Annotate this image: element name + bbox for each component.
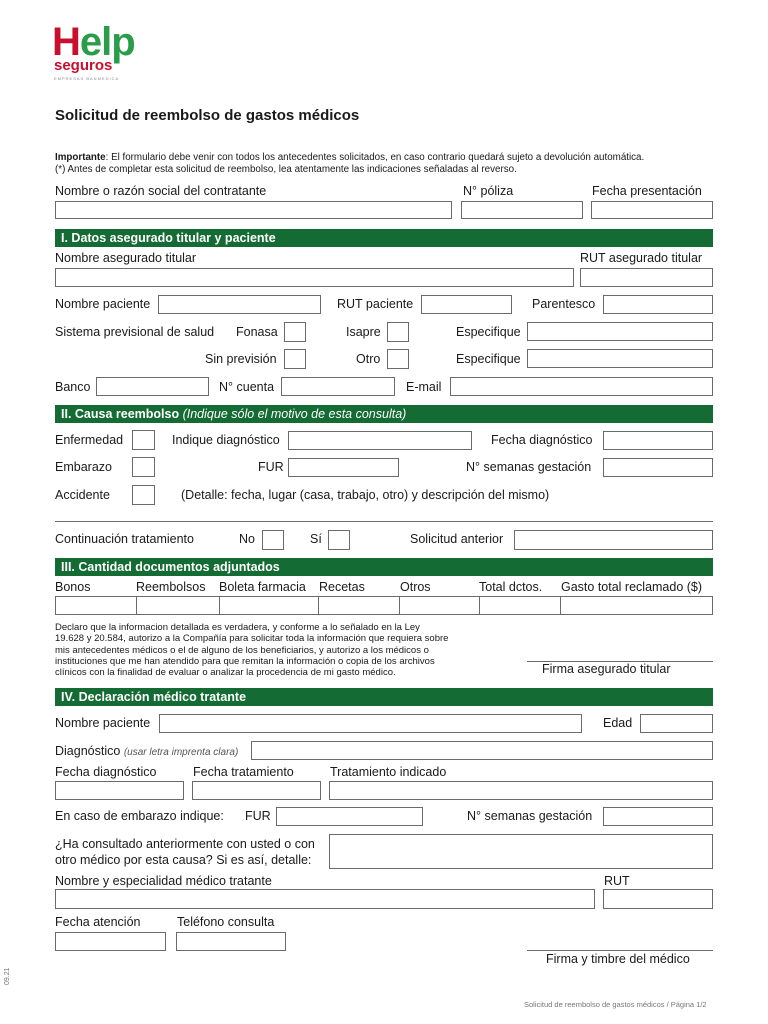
rut-paciente-label: RUT paciente <box>337 297 414 311</box>
nombre-titular-input[interactable] <box>55 268 574 287</box>
boleta-input[interactable] <box>219 596 319 615</box>
contratante-input[interactable] <box>55 201 452 219</box>
declaration-text: Declaro que la informacion detallada es verdadera, y conforme a lo señalado en la Ley 19.628 y 20.584, autorizo a la Compañía para solicitar toda la información que requiera sobre mis antecedentes médicos o el de alguno de los beneficiarios, y autorizo a los médicos o instituciones que me han atendido para que remitan la información o copia de los archivos clínicos con la finalidad de evaluar o analizar la procedencia de mi gasto médico. <box>55 622 449 679</box>
nombre-titular-label: Nombre asegurado titular <box>55 251 197 265</box>
section-1-header: I. Datos asegurado titular y paciente <box>55 229 713 247</box>
brand-logo: Help <box>52 20 135 64</box>
total-input[interactable] <box>479 596 561 615</box>
nombre-paciente-input[interactable] <box>158 295 321 314</box>
telefono-input[interactable] <box>176 932 286 951</box>
diagnostico-input[interactable] <box>288 431 472 450</box>
col-total: Total dctos. <box>479 580 543 594</box>
embarazo-checkbox[interactable] <box>132 457 155 477</box>
enfermedad-checkbox[interactable] <box>132 430 155 450</box>
col-otros: Otros <box>400 580 431 594</box>
poliza-label: N° póliza <box>463 184 514 198</box>
s4-fur-label: FUR <box>245 809 271 823</box>
footer-code: 09.21 <box>4 967 11 985</box>
sin-prevision-label: Sin previsión <box>205 352 277 366</box>
fecha-diagnostico-input[interactable] <box>603 431 713 450</box>
solicitud-anterior-input[interactable] <box>514 530 713 550</box>
s4-rut-label: RUT <box>604 874 630 888</box>
col-recetas: Recetas <box>319 580 365 594</box>
s4-nombre-paciente-input[interactable] <box>159 714 582 733</box>
page-title: Solicitud de reembolso de gastos médicos <box>55 107 360 124</box>
fecha-atencion-input[interactable] <box>55 932 166 951</box>
section-3-header: III. Cantidad documentos adjuntados <box>55 558 713 576</box>
parentesco-label: Parentesco <box>532 297 596 311</box>
isapre-checkbox[interactable] <box>387 322 409 342</box>
email-label: E-mail <box>406 380 442 394</box>
embarazo-label: Embarazo <box>55 460 112 474</box>
especifique-input-2[interactable] <box>527 349 713 368</box>
fonasa-label: Fonasa <box>236 325 278 339</box>
no-checkbox[interactable] <box>262 530 284 550</box>
si-checkbox[interactable] <box>328 530 350 550</box>
s4-diagnostico-input[interactable] <box>251 741 713 760</box>
col-gasto: Gasto total reclamado ($) <box>561 580 703 594</box>
poliza-input[interactable] <box>461 201 583 219</box>
notice-line-1: Importante: El formulario debe venir con todos los antecedentes solicitados, en caso contrario quedará sujeto a devolución automática. <box>55 152 645 163</box>
otro-checkbox[interactable] <box>387 349 409 369</box>
fecha-presentacion-input[interactable] <box>591 201 713 219</box>
cuenta-label: N° cuenta <box>219 380 275 394</box>
accidente-checkbox[interactable] <box>132 485 155 505</box>
brand-subtitle: seguros <box>54 57 113 74</box>
otros-input[interactable] <box>399 596 480 615</box>
accidente-label: Accidente <box>55 488 110 502</box>
s4-fecha-trat-label: Fecha tratamiento <box>193 765 294 779</box>
col-bonos: Bonos <box>55 580 91 594</box>
enfermedad-label: Enfermedad <box>55 433 124 447</box>
firma-titular-label: Firma asegurado titular <box>542 662 671 676</box>
brand-tagline: EMPRESAS BANMEDICA <box>54 76 120 81</box>
email-input[interactable] <box>450 377 713 396</box>
semanas-label: N° semanas gestación <box>466 460 592 474</box>
especifique-label-2: Especifique <box>456 352 521 366</box>
sin-prevision-checkbox[interactable] <box>284 349 306 369</box>
sistema-previsional-label: Sistema previsional de salud <box>55 325 215 339</box>
accidente-detalle-label: (Detalle: fecha, lugar (casa, trabajo, otro) y descripción del mismo) <box>181 488 550 502</box>
s4-semanas-label: N° semanas gestación <box>467 809 593 823</box>
banco-label: Banco <box>55 380 91 394</box>
edad-input[interactable] <box>640 714 713 733</box>
otro-label: Otro <box>356 352 381 366</box>
s4-rut-input[interactable] <box>603 889 713 909</box>
fonasa-checkbox[interactable] <box>284 322 306 342</box>
bonos-input[interactable] <box>55 596 137 615</box>
fecha-diagnostico-label: Fecha diagnóstico <box>491 433 593 447</box>
si-label: Sí <box>310 532 322 546</box>
parentesco-input[interactable] <box>603 295 713 314</box>
gasto-input[interactable] <box>560 596 713 615</box>
s4-fur-input[interactable] <box>276 807 423 826</box>
firma-medico-label: Firma y timbre del médico <box>546 952 690 966</box>
medico-label: Nombre y especialidad médico tratante <box>55 874 272 888</box>
recetas-input[interactable] <box>318 596 400 615</box>
firma-medico-line[interactable] <box>527 950 713 951</box>
rut-titular-label: RUT asegurado titular <box>580 251 703 265</box>
fur-input[interactable] <box>288 458 399 477</box>
footer-page: Solicitud de reembolso de gastos médicos / Página 1/2 <box>524 1000 707 1009</box>
consultado-label: ¿Ha consultado anteriormente con usted o con otro médico por esta causa? Si es así, detalle: <box>55 837 315 867</box>
trat-indicado-label: Tratamiento indicado <box>330 765 447 779</box>
accidente-detalle-line[interactable] <box>55 521 713 522</box>
semanas-input[interactable] <box>603 458 713 477</box>
section-2-header: II. Causa reembolso (Indique sólo el motivo de esta consulta) <box>55 405 713 423</box>
notice-line-2: (*) Antes de completar esta solicitud de reembolso, lea atentamente las indicaciones señaladas al reverso. <box>55 164 517 175</box>
edad-label: Edad <box>603 716 633 730</box>
rut-titular-input[interactable] <box>580 268 713 287</box>
isapre-label: Isapre <box>346 325 381 339</box>
diagnostico-label: Indique diagnóstico <box>172 433 280 447</box>
s4-fecha-trat-input[interactable] <box>192 781 321 800</box>
telefono-label: Teléfono consulta <box>177 915 275 929</box>
contratante-label: Nombre o razón social del contratante <box>55 184 267 198</box>
trat-indicado-input[interactable] <box>329 781 713 800</box>
fur-label: FUR <box>258 460 284 474</box>
s4-embarazo-label: En caso de embarazo indique: <box>55 809 224 823</box>
col-boleta: Boleta farmacia <box>219 580 306 594</box>
rut-paciente-input[interactable] <box>421 295 512 314</box>
medico-input[interactable] <box>55 889 595 909</box>
reembolsos-input[interactable] <box>136 596 220 615</box>
s4-semanas-input[interactable] <box>603 807 713 826</box>
solicitud-anterior-label: Solicitud anterior <box>410 532 504 546</box>
s4-fecha-diag-input[interactable] <box>55 781 184 800</box>
s4-fecha-diag-label: Fecha diagnóstico <box>55 765 157 779</box>
nombre-paciente-label: Nombre paciente <box>55 297 151 311</box>
especifique-label-1: Especifique <box>456 325 521 339</box>
banco-input[interactable] <box>96 377 209 396</box>
cuenta-input[interactable] <box>281 377 395 396</box>
s4-nombre-paciente-label: Nombre paciente <box>55 716 151 730</box>
consultado-input[interactable] <box>329 834 713 869</box>
fecha-presentacion-label: Fecha presentación <box>592 184 702 198</box>
s4-diagnostico-label: Diagnóstico (usar letra imprenta clara) <box>55 744 239 758</box>
continuacion-label: Continuación tratamiento <box>55 532 194 546</box>
no-label: No <box>239 532 255 546</box>
col-reembolsos: Reembolsos <box>136 580 206 594</box>
section-4-header: IV. Declaración médico tratante <box>55 688 713 706</box>
fecha-atencion-label: Fecha atención <box>55 915 141 929</box>
especifique-input-1[interactable] <box>527 322 713 341</box>
